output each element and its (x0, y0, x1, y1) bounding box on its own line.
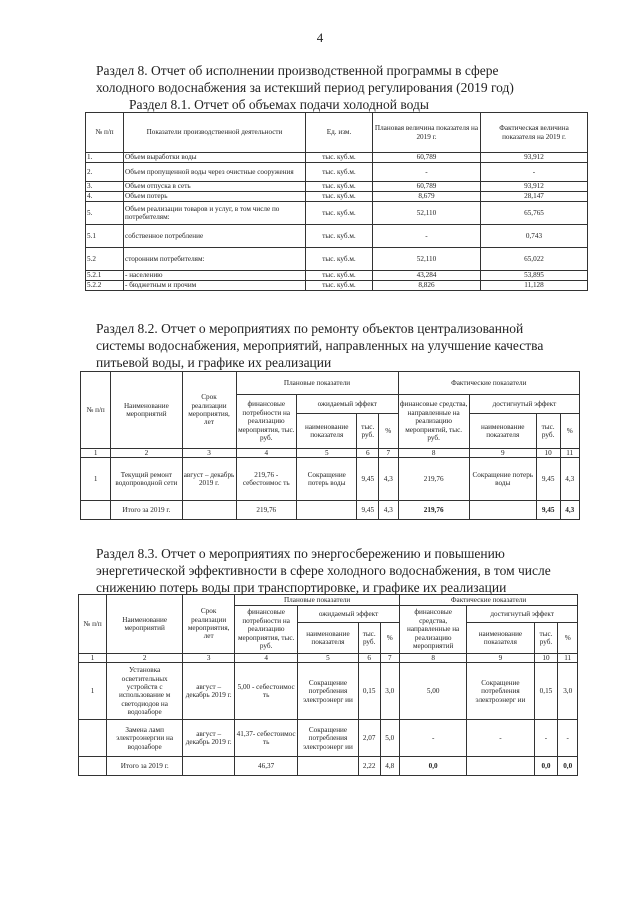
header-cell: наименование показателя (298, 623, 359, 654)
header-cell: % (379, 414, 398, 449)
plan-indicator: Сокращение потребления электроэнерг ии (298, 720, 359, 757)
header-cell: тыс. руб. (534, 623, 558, 654)
indicator-name: Объем реализации товаров и услуг, в том числе по потребителям: (124, 202, 306, 225)
row-number: 5.2 (86, 248, 124, 271)
header-cell: % (560, 414, 580, 449)
indicator-name: - населению (124, 271, 306, 281)
column-number: 3 (182, 449, 236, 458)
unit: тыс. куб.м. (306, 271, 373, 281)
column-number-row (79, 654, 578, 663)
total-fact-rub: 9,45 (536, 501, 560, 520)
plan-pct: 4,3 (379, 458, 398, 501)
section-8-2-title-line3: питьевой воды, и графике их реализации (96, 355, 332, 370)
plan-finance: 219,76 - себестоимос ть (236, 458, 296, 501)
column-number: 11 (558, 654, 578, 663)
table-row (79, 720, 578, 757)
column-number: 11 (560, 449, 580, 458)
plan-indicator: Сокращение потерь воды (297, 458, 357, 501)
column-number: 10 (536, 449, 560, 458)
header-cell: Наименование мероприятий (107, 595, 183, 654)
section-8-title-line1: Раздел 8. Отчет об исполнении производственной программы в сфере (96, 63, 499, 78)
column-number: 2 (107, 654, 183, 663)
row-number: 1. (86, 153, 124, 163)
total-fact-pct: 0,0 (558, 757, 578, 776)
column-number: 7 (380, 654, 400, 663)
plan-value: - (373, 225, 481, 248)
column-number: 8 (398, 449, 469, 458)
plan-value: 60,789 (373, 153, 481, 163)
column-number: 8 (400, 654, 467, 663)
header-cell: Плановая величина показателя на 2019 г. (373, 113, 481, 153)
measure-name: Замена ламп электроэнергии на водозаборе (107, 720, 183, 757)
total-fact-pct: 4,3 (560, 501, 580, 520)
total-plan-pct: 4,8 (380, 757, 400, 776)
measure-name: Установка осветительных устройств с использование м светодиодов на водозаборе (107, 663, 183, 720)
header-cell: достигнутый эффект (467, 606, 578, 623)
table-row (86, 202, 588, 225)
indicator-name: - бюджетным и прочим (124, 281, 306, 291)
table-row (86, 153, 588, 163)
section-8-3-title-line2: энергетической эффективности в сфере холодного водоснабжения, в том числе (96, 563, 551, 578)
header-cell: Плановые показатели (235, 595, 400, 606)
section-8-2-title-line1: Раздел 8.2. Отчет о мероприятиях по ремонту объектов централизованной (96, 321, 524, 336)
column-number: 5 (298, 654, 359, 663)
section-8-2-title-line2: системы водоснабжения, мероприятий, направленных на улучшение качества (96, 338, 544, 353)
indicator-name: Объем потерь (124, 192, 306, 202)
header-cell: № п/п (81, 372, 111, 449)
total-fact-finance: 0,0 (400, 757, 467, 776)
row-number: 5.2.1 (86, 271, 124, 281)
fact-rub: - (534, 720, 558, 757)
repair-measures-table (80, 371, 580, 520)
section-8-1-title: Раздел 8.1. Отчет об объемах подачи холодной воды (129, 97, 429, 112)
table-row (86, 163, 588, 182)
plan-rub: 2,07 (358, 720, 380, 757)
fact-rub: 9,45 (536, 458, 560, 501)
table-row (86, 225, 588, 248)
header-cell: % (558, 623, 578, 654)
plan-value: 8,679 (373, 192, 481, 202)
row-number: 1 (79, 663, 107, 720)
header-cell: тыс. руб. (357, 414, 379, 449)
indicator-name: сторонним потребителям: (124, 248, 306, 271)
column-number: 9 (467, 654, 534, 663)
column-number: 6 (357, 449, 379, 458)
column-number-row (81, 449, 580, 458)
fact-pct: - (558, 720, 578, 757)
column-number: 6 (358, 654, 380, 663)
total-plan-rub: 9,45 (357, 501, 379, 520)
header-cell: ожидаемый эффект (298, 606, 400, 623)
indicator-name: Объем пропущенной воды через очистные сооружения (124, 163, 306, 182)
table-row (86, 248, 588, 271)
header-cell: финансовые потребности на реализацию мероприятия, тыс. руб. (235, 606, 298, 654)
column-number: 1 (79, 654, 107, 663)
row-number: 5.2.2 (86, 281, 124, 291)
fact-finance: 5,00 (400, 663, 467, 720)
column-number: 1 (81, 449, 111, 458)
header-cell: Срок реализации мероприятия, лет (183, 595, 235, 654)
table-row (86, 182, 588, 192)
indicator-name: Объем отпуска в сеть (124, 182, 306, 192)
row-number: 4. (86, 192, 124, 202)
plan-pct: 5,0 (380, 720, 400, 757)
unit: тыс. куб.м. (306, 202, 373, 225)
table-row (86, 192, 588, 202)
total-row (79, 757, 578, 776)
header-cell: № п/п (86, 113, 124, 153)
fact-indicator: Сокращение потерь воды (469, 458, 536, 501)
column-number: 7 (379, 449, 398, 458)
column-number: 2 (111, 449, 182, 458)
header-cell: Фактическая величина показателя на 2019 г. (481, 113, 588, 153)
fact-value: 53,895 (481, 271, 588, 281)
header-cell: Ед. изм. (306, 113, 373, 153)
header-cell: тыс. руб. (358, 623, 380, 654)
header-cell: ожидаемый эффект (297, 395, 399, 414)
fact-finance: - (400, 720, 467, 757)
header-cell: финансовые средства, направленные на реализацию мероприятий (400, 606, 467, 654)
header-cell: Наименование мероприятий (111, 372, 182, 449)
row-number: 3. (86, 182, 124, 192)
fact-value: 11,128 (481, 281, 588, 291)
unit: тыс. куб.м. (306, 163, 373, 182)
page-number: 4 (316, 30, 324, 45)
unit: тыс. куб.м. (306, 248, 373, 271)
unit: тыс. куб.м. (306, 192, 373, 202)
fact-indicator: - (467, 720, 534, 757)
plan-value: 52,110 (373, 248, 481, 271)
fact-value: 93,912 (481, 153, 588, 163)
plan-finance: 5,00 - себестоимос ть (235, 663, 298, 720)
plan-pct: 3,0 (380, 663, 400, 720)
row-number: 5.1 (86, 225, 124, 248)
plan-rub: 0,15 (358, 663, 380, 720)
measure-term: август – декабрь 2019 г. (183, 720, 235, 757)
section-8-3-title-line3: снижению потерь воды при транспортировке, и графике их реализации (96, 580, 507, 595)
header-cell: Плановые показатели (236, 372, 398, 395)
fact-value: 93,912 (481, 182, 588, 192)
unit: тыс. куб.м. (306, 182, 373, 192)
fact-indicator: Сокращение потребления электроэнерг ии (467, 663, 534, 720)
header-cell: Показатели производственной деятельности (124, 113, 306, 153)
measure-term: август – декабрь 2019 г. (183, 663, 235, 720)
row-number: 1 (81, 458, 111, 501)
column-number: 3 (183, 654, 235, 663)
total-fact-rub: 0,0 (534, 757, 558, 776)
table-row (79, 663, 578, 720)
row-number: 2. (86, 163, 124, 182)
plan-rub: 9,45 (357, 458, 379, 501)
plan-value: 8,826 (373, 281, 481, 291)
total-row (81, 501, 580, 520)
unit: тыс. куб.м. (306, 153, 373, 163)
fact-pct: 3,0 (558, 663, 578, 720)
plan-value: 43,284 (373, 271, 481, 281)
header-cell: % (380, 623, 400, 654)
total-plan-pct: 4,3 (379, 501, 398, 520)
column-number: 4 (235, 654, 298, 663)
fact-value: 65,765 (481, 202, 588, 225)
unit: тыс. куб.м. (306, 225, 373, 248)
header-cell: наименование показателя (297, 414, 357, 449)
measure-term: август – декабрь 2019 г. (182, 458, 236, 501)
section-8-3-title-line1: Раздел 8.3. Отчет о мероприятиях по энергосбережению и повышению (96, 546, 505, 561)
header-cell: Фактические показатели (398, 372, 579, 395)
column-number: 10 (534, 654, 558, 663)
table-header-row (79, 595, 578, 606)
column-number: 4 (236, 449, 296, 458)
fact-value: 0,743 (481, 225, 588, 248)
plan-finance: 41,37- себестоимос ть (235, 720, 298, 757)
total-label: Итого за 2019 г. (107, 757, 183, 776)
total-plan-finance: 219,76 (236, 501, 296, 520)
table-row (86, 271, 588, 281)
fact-finance: 219,76 (398, 458, 469, 501)
plan-value: 60,789 (373, 182, 481, 192)
plan-indicator: Сокращение потребления электроэнерг ии (298, 663, 359, 720)
header-cell: наименование показателя (467, 623, 534, 654)
unit: тыс. куб.м. (306, 281, 373, 291)
header-cell: тыс. руб. (536, 414, 560, 449)
column-number: 5 (297, 449, 357, 458)
table-header-row (81, 372, 580, 395)
section-8-title-line2: холодного водоснабжения за истекший период регулирования (2019 год) (96, 80, 514, 95)
plan-value: 52,110 (373, 202, 481, 225)
fact-value: - (481, 163, 588, 182)
table-row (86, 281, 588, 291)
fact-value: 65,022 (481, 248, 588, 271)
total-plan-finance: 46,37 (235, 757, 298, 776)
plan-value: - (373, 163, 481, 182)
measure-name: Текущий ремонт водопроводной сети (111, 458, 182, 501)
header-cell: финансовые средства, направленные на реализацию мероприятий, тыс. руб. (398, 395, 469, 449)
fact-value: 28,147 (481, 192, 588, 202)
header-cell: Срок реализации мероприятия, лет (182, 372, 236, 449)
indicator-name: собственное потребление (124, 225, 306, 248)
header-cell: Фактические показатели (400, 595, 578, 606)
energy-measures-table (78, 594, 578, 776)
table-header-row (86, 113, 588, 153)
total-plan-rub: 2,22 (358, 757, 380, 776)
volumes-table (85, 112, 588, 291)
total-label: Итого за 2019 г. (111, 501, 182, 520)
table-row (81, 458, 580, 501)
fact-rub: 0,15 (534, 663, 558, 720)
total-fact-finance: 219,76 (398, 501, 469, 520)
header-cell: № п/п (79, 595, 107, 654)
fact-pct: 4,3 (560, 458, 580, 501)
column-number: 9 (469, 449, 536, 458)
header-cell: наименование показателя (469, 414, 536, 449)
indicator-name: Объем выработки воды (124, 153, 306, 163)
row-number: 5. (86, 202, 124, 225)
row-number (79, 720, 107, 757)
header-cell: достигнутый эффект (469, 395, 579, 414)
header-cell: финансовые потребности на реализацию мероприятия, тыс. руб. (236, 395, 296, 449)
